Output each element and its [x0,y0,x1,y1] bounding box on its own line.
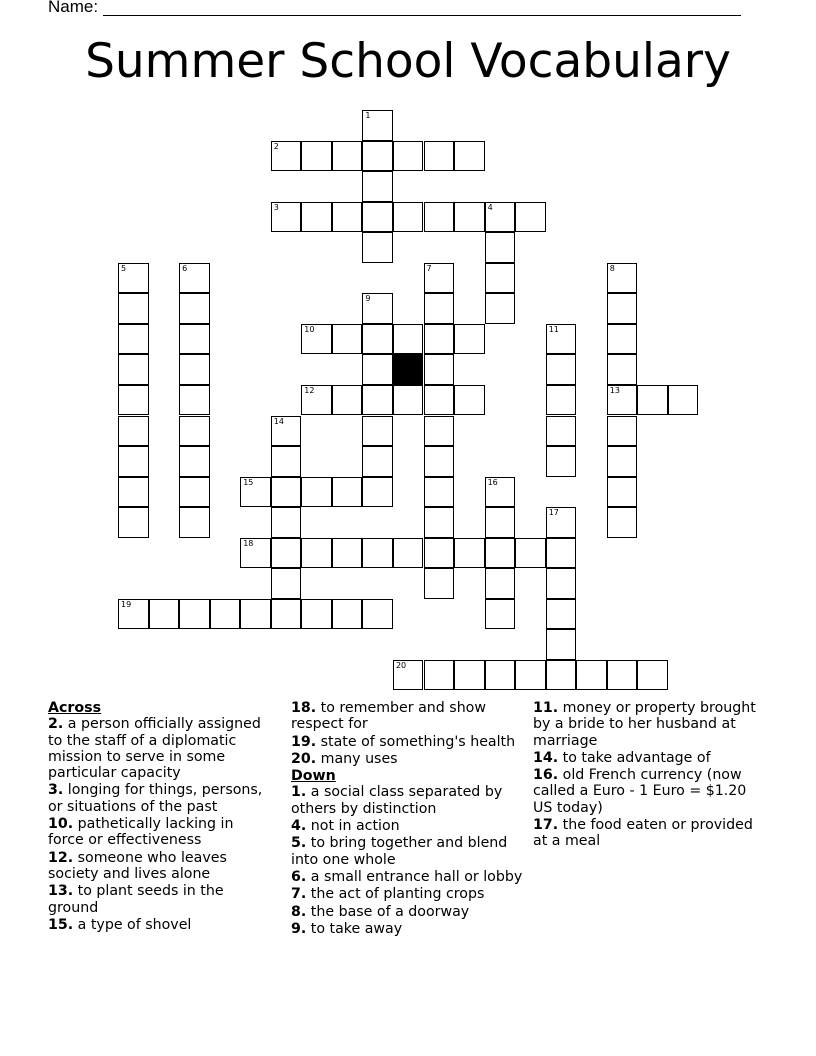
clue-number-label: 16. [533,767,559,784]
crossword-cell[interactable] [485,293,516,324]
crossword-cell[interactable] [362,354,393,385]
crossword-cell[interactable] [179,446,210,477]
crossword-cell[interactable] [546,507,577,538]
crossword-cell[interactable] [362,477,393,508]
clue-item [48,782,273,815]
crossword-cell[interactable] [179,385,210,416]
clue-text: old French currency (now called a Euro - 1 Euro = $1.20 US today) [533,767,747,816]
across-heading: Across [48,700,102,716]
clue-number: 15 [243,477,254,487]
crossword-cell[interactable] [240,599,271,630]
crossword-cell[interactable] [393,660,424,691]
crossword-cell[interactable] [118,263,149,294]
clue-number: 14 [273,416,284,426]
clue-item [533,750,769,766]
crossword-cell[interactable] [301,141,332,172]
page-title: Summer School Vocabulary [85,34,731,89]
clue-number-label: 6. [291,868,307,885]
clue-item [533,817,769,850]
crossword-cell[interactable] [424,263,455,294]
clue-item [48,850,273,883]
crossword-cell[interactable] [271,568,302,599]
clue-number-label: 9. [291,920,307,937]
clue-number-label: 17. [533,817,559,834]
crossword-cell[interactable] [393,141,424,172]
clue-number-label: 13. [48,883,74,900]
crossword-cell[interactable] [301,385,332,416]
crossword-cell[interactable] [546,416,577,447]
clue-text: the food eaten or provided at a meal [533,817,753,850]
clue-number-label: 14. [533,749,559,766]
crossword-cell[interactable] [546,324,577,355]
clue-number-label: 5. [291,835,307,852]
crossword-cell[interactable] [179,293,210,324]
clue-number-label: 7. [291,886,307,903]
crossword-cell[interactable] [393,538,424,569]
clue-number-label: 4. [291,818,307,835]
clue-number: 6 [182,263,188,273]
crossword-cell[interactable] [118,477,149,508]
clue-item [291,751,523,767]
clue-text: pathetically lacking in force or effectiveness [48,816,234,849]
clue-number: 9 [365,294,371,304]
clue-text: a type of shovel [73,916,192,933]
crossword-cell[interactable] [424,660,455,691]
crossword-cell[interactable] [362,416,393,447]
crossword-cell[interactable] [546,660,577,691]
clue-number: 2 [273,141,279,151]
crossword-cell[interactable] [485,538,516,569]
crossword-cell[interactable] [362,446,393,477]
crossword-cell[interactable] [424,202,455,233]
crossword-cell[interactable] [301,324,332,355]
crossword-cell[interactable] [362,202,393,233]
crossword-cell[interactable] [485,660,516,691]
crossword-cell[interactable] [546,538,577,569]
clue-number: 18 [243,538,254,548]
clue-item [291,700,523,733]
crossword-cell[interactable] [607,354,638,385]
crossword-cell[interactable] [332,141,363,172]
clue-number-label: 1. [291,784,307,801]
crossword-cell[interactable] [362,599,393,630]
clue-item [291,818,523,834]
clue-text: to remember and show respect for [291,700,486,733]
crossword-cell[interactable] [607,446,638,477]
crossword-cell[interactable] [118,446,149,477]
clue-number: 1 [365,111,371,120]
crossword-cell[interactable] [362,141,393,172]
clue-number-label: 15. [48,916,74,933]
crossword-cell[interactable] [362,538,393,569]
crossword-cell[interactable] [332,599,363,630]
across-clues-list [48,716,273,933]
crossword-cell[interactable] [210,599,241,630]
crossword-cell[interactable] [271,599,302,630]
crossword-cell[interactable] [454,660,485,691]
crossword-cell[interactable] [515,538,546,569]
crossword-cell[interactable] [271,507,302,538]
crossword-cell[interactable] [332,324,363,355]
clue-number: 5 [121,263,127,273]
crossword-cell[interactable] [546,599,577,630]
across-clues-list-continued [291,700,523,767]
crossword-cell[interactable] [637,660,668,691]
crossword-cell[interactable] [515,660,546,691]
crossword-cell[interactable] [118,416,149,447]
clue-text: someone who leaves society and lives alone [48,849,227,882]
crossword-cell[interactable] [362,385,393,416]
clue-item [533,767,769,816]
crossword-cell[interactable] [607,263,638,294]
clue-number-label: 8. [291,903,307,920]
clue-item [291,835,523,868]
crossword-cell[interactable] [424,538,455,569]
crossword-cell[interactable] [576,660,607,691]
crossword-cell[interactable] [485,507,516,538]
crossword-cell[interactable] [271,202,302,233]
clue-item [533,700,769,749]
crossword-cell[interactable] [393,202,424,233]
crossword-cell[interactable] [454,141,485,172]
clue-number: 3 [273,202,279,212]
crossword-cell[interactable] [546,385,577,416]
crossword-cell[interactable] [546,568,577,599]
crossword-cell[interactable] [271,538,302,569]
clue-number-label: 11. [533,700,559,716]
crossword-cell[interactable] [454,202,485,233]
crossword-cell[interactable] [424,446,455,477]
crossword-cell[interactable] [332,477,363,508]
crossword-cell[interactable] [240,477,271,508]
crossword-cell[interactable] [362,232,393,263]
clue-number: 19 [121,599,132,609]
crossword-cell[interactable] [271,477,302,508]
clue-item [48,716,273,781]
clue-number-label: 2. [48,716,64,733]
crossword-cell[interactable] [637,385,668,416]
crossword-cell[interactable] [424,141,455,172]
down-clues-list [291,784,523,937]
crossword-cell[interactable] [179,477,210,508]
crossword-cell[interactable] [332,385,363,416]
down-clues-list-continued [533,700,769,850]
crossword-cell[interactable] [149,599,180,630]
clue-text: a person officially assigned to the staff of a diplomatic mission to serve in some particular capacity [48,716,261,782]
crossword-cell[interactable] [179,354,210,385]
clue-item [291,921,523,937]
clue-number: 16 [487,477,498,487]
crossword-cell[interactable] [179,599,210,630]
crossword-cell[interactable] [118,293,149,324]
crossword-cell[interactable] [424,354,455,385]
crossword-cell[interactable] [607,385,638,416]
clue-number: 7 [426,263,432,273]
crossword-cell[interactable] [332,538,363,569]
crossword-cell[interactable] [607,416,638,447]
crossword-cell[interactable] [271,141,302,172]
clue-item [291,734,523,750]
crossword-cell[interactable] [118,599,149,630]
clue-item [48,917,273,933]
crossword-cell[interactable] [301,599,332,630]
clue-number: 11 [548,324,559,334]
crossword-cell[interactable] [179,263,210,294]
crossword-cell[interactable] [546,354,577,385]
clue-item [291,869,523,885]
clue-number: 12 [304,385,315,395]
crossword-cell[interactable] [607,660,638,691]
crossword-cell[interactable] [607,507,638,538]
crossword-cell[interactable] [424,385,455,416]
crossword-cell[interactable] [118,507,149,538]
crossword-cell[interactable] [607,293,638,324]
crossword-cell[interactable] [301,477,332,508]
crossword-cell[interactable] [271,416,302,447]
crossword-cell[interactable] [424,293,455,324]
crossword-cell[interactable] [485,568,516,599]
clue-text: state of something's health [316,733,516,750]
crossword-cell[interactable] [332,202,363,233]
clue-text: a social class separated by others by distinction [291,784,503,817]
clue-item [48,883,273,916]
clue-text: to take advantage of [558,749,711,766]
clue-number: 10 [304,324,315,334]
crossword-cell[interactable] [485,263,516,294]
crossword-cell[interactable] [362,324,393,355]
crossword-cell[interactable] [424,568,455,599]
name-label: Name: [48,0,99,16]
crossword-cell[interactable] [362,110,393,141]
crossword-cell[interactable] [118,385,149,416]
clue-text: the act of planting crops [306,886,485,903]
clue-number-label: 19. [291,733,317,750]
crossword-cell[interactable] [301,538,332,569]
clue-item [291,886,523,902]
clue-text: to plant seeds in the ground [48,883,224,916]
crossword-cell[interactable] [393,385,424,416]
clue-text: longing for things, persons, or situations of the past [48,782,263,815]
crossword-cell[interactable] [424,416,455,447]
clue-number: 20 [395,660,407,670]
crossword-cell[interactable] [485,477,516,508]
clue-number: 13 [609,385,620,395]
clue-item [291,784,523,817]
crossword-cell[interactable] [424,324,455,355]
clue-item [291,904,523,920]
crossword-cell[interactable] [546,446,577,477]
crossword-cell[interactable] [424,507,455,538]
crossword-cell[interactable] [362,293,393,324]
crossword-cell[interactable] [301,202,332,233]
clue-number: 8 [609,263,615,273]
crossword-cell[interactable] [515,202,546,233]
crossword-cell[interactable] [118,324,149,355]
crossword-cell[interactable] [393,324,424,355]
crossword-cell[interactable] [546,629,577,660]
clue-number-label: 3. [48,782,64,799]
crossword-cell[interactable] [454,324,485,355]
clue-text: many uses [316,750,398,767]
crossword-cell[interactable] [485,599,516,630]
crossword-cell[interactable] [485,232,516,263]
down-heading: Down [291,768,336,785]
clue-text: money or property brought by a bride to her husband at marriage [533,700,756,749]
crossword-cell[interactable] [454,538,485,569]
crossword-cell[interactable] [271,446,302,477]
clue-text: to bring together and blend into one whole [291,835,508,868]
clue-item [48,816,273,849]
crossword-cell[interactable] [607,477,638,508]
clues-column-3 [533,700,769,851]
crossword-cell[interactable] [179,324,210,355]
clue-number-label: 20. [291,750,317,767]
clue-text: to take away [306,920,403,937]
crossword-cell[interactable] [454,385,485,416]
clue-number-label: 18. [291,700,317,716]
crossword-cell[interactable] [118,354,149,385]
clues-column-1 [48,700,273,934]
crossword-cell[interactable] [424,477,455,508]
crossword-cell[interactable] [485,202,516,233]
clue-text: not in action [306,818,400,835]
crossword-cell[interactable] [179,416,210,447]
crossword-cell[interactable] [607,324,638,355]
clue-text: a small entrance hall or lobby [306,868,523,885]
clues-column-2 [291,700,523,938]
clue-number: 17 [548,508,559,518]
crossword-cell[interactable] [240,538,271,569]
clue-number-label: 10. [48,816,74,833]
clue-text: the base of a doorway [306,903,470,920]
black-square [393,354,424,385]
clue-number: 4 [487,202,493,212]
clue-number-label: 12. [48,849,74,866]
crossword-cell[interactable] [668,385,699,416]
crossword-cell[interactable] [362,171,393,202]
crossword-cell[interactable] [179,507,210,538]
